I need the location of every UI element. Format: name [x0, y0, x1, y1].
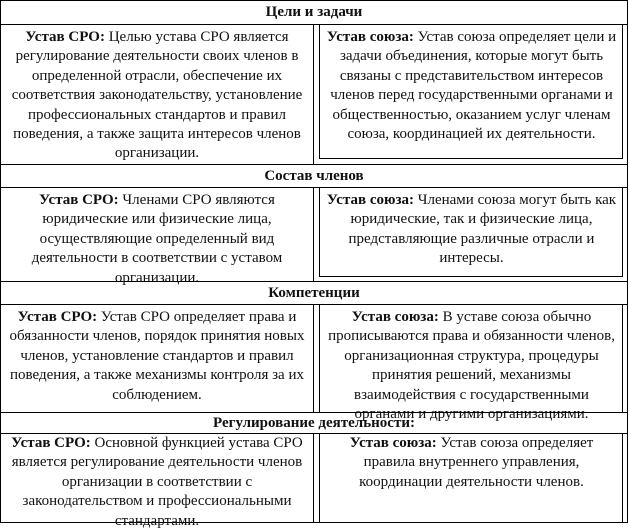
- section-title: Цели и задачи: [265, 4, 363, 20]
- section-title: Компетенции: [268, 285, 360, 301]
- cell-label: Устав СРО:: [17, 309, 98, 325]
- cell-border: [319, 25, 320, 158]
- cell-union-goals: [314, 25, 627, 164]
- cell-text: Членами союза могут быть как юридические, так и физические лица, представляющие различные отрасли и интересы.: [348, 192, 617, 267]
- cell-text: Устав союза определяет правила внутреннего управления, координации деятельности членов.: [359, 435, 594, 490]
- cell-text: Основной функцией устава СРО является регулирование деятельности членов организации в соответствии с законодательством и профессиональными стандартами.: [11, 435, 303, 529]
- cell-border: [319, 305, 320, 412]
- section-header-goals: [1, 1, 627, 25]
- cell-border: [319, 188, 320, 276]
- cell-border: [622, 434, 623, 522]
- cell-label: Устав союза:: [351, 309, 439, 325]
- cell-sro-members: [1, 188, 314, 286]
- cell-border: [319, 434, 320, 522]
- cell-label: Устав СРО:: [25, 29, 105, 45]
- cell-text: Устав союза определяет цели и задачи объединения, которые могут быть связаны с представительством интересов членов перед государственными органами и общественностью, оказанием услуг членам союза, координацией их деятельности.: [330, 29, 617, 143]
- section-title: Регулирование деятельности:: [213, 415, 415, 431]
- cell-union-competences: [314, 305, 627, 423]
- cell-border: [622, 305, 623, 412]
- cell-label: Устав союза:: [326, 192, 414, 208]
- cell-union-members: [314, 188, 627, 281]
- cell-label: Устав СРО:: [11, 435, 91, 451]
- cell-border: [319, 158, 623, 159]
- cell-sro-competences: [1, 305, 314, 412]
- cell-sro-goals: [1, 25, 314, 164]
- cell-border: [622, 25, 623, 158]
- cell-text: Целью устава СРО является регулирование деятельности своих членов в определенной отрасли, обеспечение их соответствия законодательству, установление профессиональных стандартов и правил поведения, а также защита интересов членов организации.: [11, 29, 303, 162]
- cell-border: [319, 276, 623, 277]
- cell-label: Устав союза:: [349, 435, 437, 451]
- cell-text: Устав СРО определяет права и обязанности членов, порядок принятия новых членов, установление стандартов и правил поведения, а также механизмы контроля за их соблюдением.: [9, 309, 305, 403]
- cell-text: В уставе союза обычно прописываются права и обязанности членов, организационная структура, процедуры принятия решений, механизмы взаимодействия с государственными органами и другими организациями.: [328, 309, 615, 423]
- cell-border: [622, 188, 623, 276]
- section-header-members: [1, 165, 627, 188]
- section-header-competences: [1, 282, 627, 305]
- cell-label: Устав СРО:: [39, 192, 119, 208]
- section-header-regulation: [1, 413, 627, 434]
- section-title: Состав членов: [264, 168, 364, 184]
- cell-text: Членами СРО являются юридические или физические лица, осуществляющие определенный вид деятельности в соответствии с уставом организации.: [31, 192, 283, 286]
- cell-union-regulation: [314, 434, 627, 522]
- cell-label: Устав союза:: [326, 29, 414, 45]
- cell-sro-regulation: [1, 434, 314, 529]
